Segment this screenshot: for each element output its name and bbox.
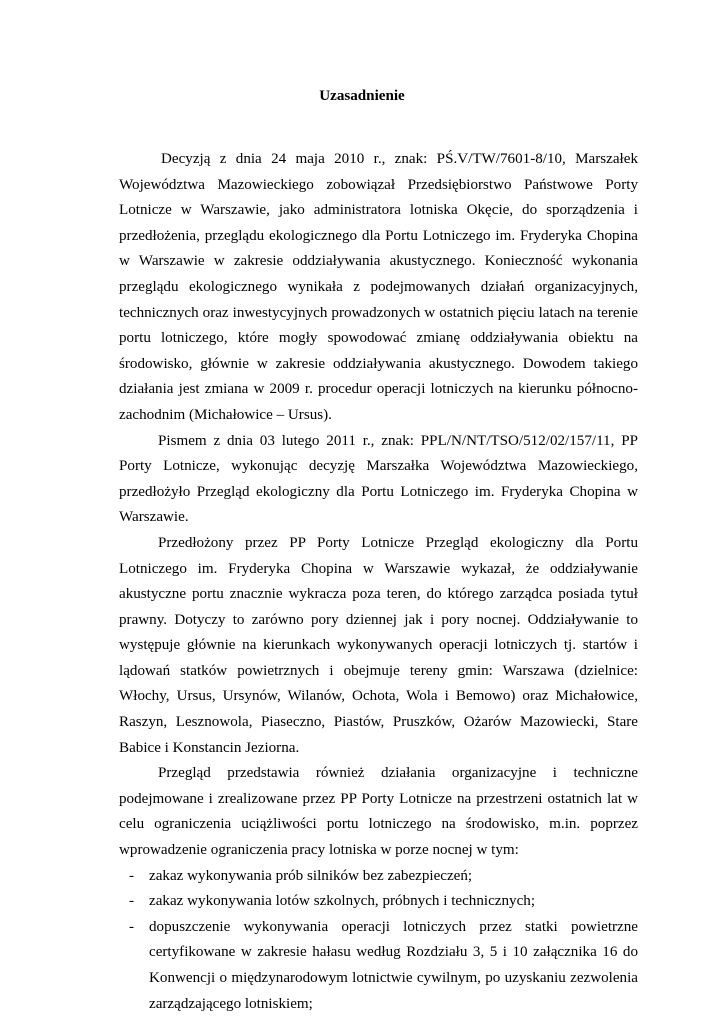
list-item <box>119 889 638 915</box>
measures-list <box>119 864 638 1018</box>
list-item <box>119 915 638 1017</box>
paragraph-measures: Przegląd przedstawia również działania organizacyjne i techniczne podejmowane i zrealizowane przez PP Porty Lotnicze na przestrzeni ostatnich lat w celu ograniczenia uciążliwości portu lotniczego na środowisko, m.in. poprzez wprowadzenie ograniczenia pracy lotniska w porze nocnej w tym: <box>119 765 638 859</box>
bullet-dash: - <box>129 893 135 910</box>
paragraph-letter: Pismem z dnia 03 lutego 2011 r., znak: PPL/N/NT/TSO/512/02/157/11, PP Porty Lotnicze, wykonując decyzję Marszałka Województwa Mazowieckiego, przedłożyło Przegląd ekologiczny dla Portu Lotniczego im. Fryderyka Chopina w Warszawie. <box>119 432 638 526</box>
bullet-dash: - <box>129 918 135 935</box>
paragraph-review-findings: Przedłożony przez PP Porty Lotnicze Przegląd ekologiczny dla Portu Lotniczego im. Fryderyka Chopina w Warszawie wykazał, że oddziaływanie akustyczne portu znacznie wykracza poza teren, do którego zarządca posiada tytuł prawny. Dotyczy to zarówno pory dziennej jak i pory nocnej. Oddziaływanie to występuje głównie na kierunkach wykonywanych operacji lotniczych tj. startów i lądowań statków powietrznych i obejmuje tereny gmin: Warszawa (dzielnice: Włochy, Ursus, Ursynów, Wilanów, Ochota, Wola i Bemowo) oraz Michałowice, Raszyn, Lesznowola, Piaseczno, Piastów, Pruszków, Ożarów Mazowiecki, Stare Babice i Konstancin Jeziorna. <box>119 534 638 756</box>
document-title: Uzasadnienie <box>319 88 405 104</box>
document-body <box>119 147 638 1017</box>
list-item-text: zakaz wykonywania lotów szkolnych, próbnych i technicznych; <box>149 893 536 910</box>
paragraph-decision: Decyzją z dnia 24 maja 2010 r., znak: PŚ.V/TW/7601-8/10, Marszałek Województwa Mazowieckiego zobowiązał Przedsiębiorstwo Państwowe Porty Lotnicze w Warszawie, jako administratora lotniska Okęcie, do sporządzenia i przedłożenia, przeglądu ekologicznego dla Portu Lotniczego im. Fryderyka Chopina w Warszawie w zakresie oddziaływania akustycznego. Konieczność wykonania przeglądu ekologicznego wynikała z podejmowanych działań organizacyjnych, technicznych oraz inwestycyjnych prowadzonych w ostatnich pięciu latach na terenie portu lotniczego, które mogły spowodować zmianę oddziaływania obiektu na środowisko, głównie w zakresie oddziaływania akustycznego. Dowodem takiego działania jest zmiana w 2009 r. procedur operacji lotniczych na kierunku północno-zachodnim (Michałowice – Ursus). <box>119 151 638 423</box>
list-item <box>119 864 638 890</box>
list-item-text: dopuszczenie wykonywania operacji lotniczych przez statki powietrzne certyfikowane w zakresie hałasu według Rozdziału 3, 5 i 10 załącznika 16 do Konwencji o międzynarodowym lotnictwie cywilnym, po uzyskaniu zezwolenia zarządzającego lotniskiem; <box>149 918 638 1012</box>
bullet-dash: - <box>129 867 135 884</box>
list-item-text: zakaz wykonywania prób silników bez zabezpieczeń; <box>149 867 473 884</box>
